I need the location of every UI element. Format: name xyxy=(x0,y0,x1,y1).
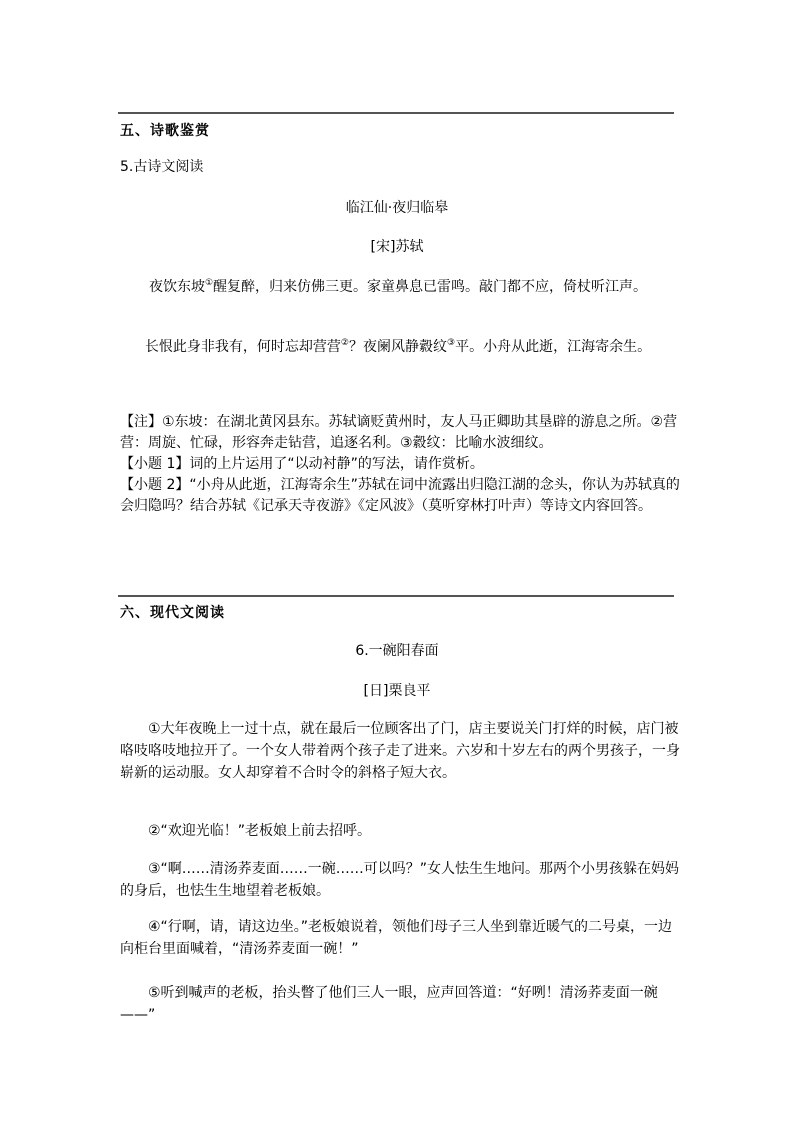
section-heading: 五、诗歌鉴赏 xyxy=(120,123,210,139)
story-paragraph: ③“啊……清汤荞麦面……一碗……可以吗？”女人怯生生地问。那两个小男孩躲在妈妈的身后，也怯生生地望着老板娘。 xyxy=(120,861,680,899)
poem-stanza-1: 夜饮东坡①醒复醉，归来仿佛三更。家童鼻息已雷鸣。敲门都不应，倚杖听江声。 xyxy=(148,278,648,295)
question-title: 6.一碗阳春面 xyxy=(355,643,439,659)
section-heading: 六、现代文阅读 xyxy=(120,605,225,621)
poem-title: 临江仙·夜归临皋 xyxy=(345,200,449,216)
story-paragraph: ①大年夜晚上一过十点，就在最后一位顾客出了门，店主要说关门打烊的时候，店门被咯吱咯吱地拉开了。一个女人带着两个孩子走了进来。六岁和十岁左右的两个男孩子，一身崭新的运动服。女人却穿着不合时令的斜格子短大衣。 xyxy=(120,721,680,781)
question-title: 5.古诗文阅读 xyxy=(120,159,204,175)
sub-question-1: 【小题 1】词的上片运用了“以动衬静”的写法，请作赏析。 xyxy=(120,456,484,472)
sub-question-2: 【小题 2】“小舟从此逝，江海寄余生”苏轼在词中流露出归隐江湖的念头，你认为苏轼真的会归隐吗？结合苏轼《记承天寺夜游》《定风波》（莫听穿林打叶声）等诗文内容回答。 xyxy=(120,477,680,514)
story-author: [日]栗良平 xyxy=(363,683,431,699)
story-paragraph: ②“欢迎光临！”老板娘上前去招呼。 xyxy=(148,823,372,839)
section-divider xyxy=(118,112,674,114)
story-paragraph: ⑤听到喊声的老板，抬头瞥了他们三人一眼，应声回答道：“好咧！清汤荞麦面一碗——” xyxy=(120,985,658,1023)
annotation-note: 【注】①东坡：在湖北黄冈县东。苏轼谪贬黄州时，友人马正卿助其垦辟的游息之所。②营营：周旋、忙碌，形容奔走钻营，追逐名利。③縠纹：比喻水波细纹。 xyxy=(120,414,678,451)
poem-notes xyxy=(120,412,682,517)
poem-stanza-2: 长恨此身非我有，何时忘却营营②？夜阑风静縠纹③平。小舟从此逝，江海寄余生。 xyxy=(144,338,652,355)
poem-author: [宋]苏轼 xyxy=(370,239,424,255)
section-divider xyxy=(118,595,674,597)
story-paragraph: ④“行啊，请，请这边坐。”老板娘说着，领他们母子三人坐到靠近暖气的二号桌，一边向柜台里面喊着，“清汤荞麦面一碗！” xyxy=(120,919,673,957)
